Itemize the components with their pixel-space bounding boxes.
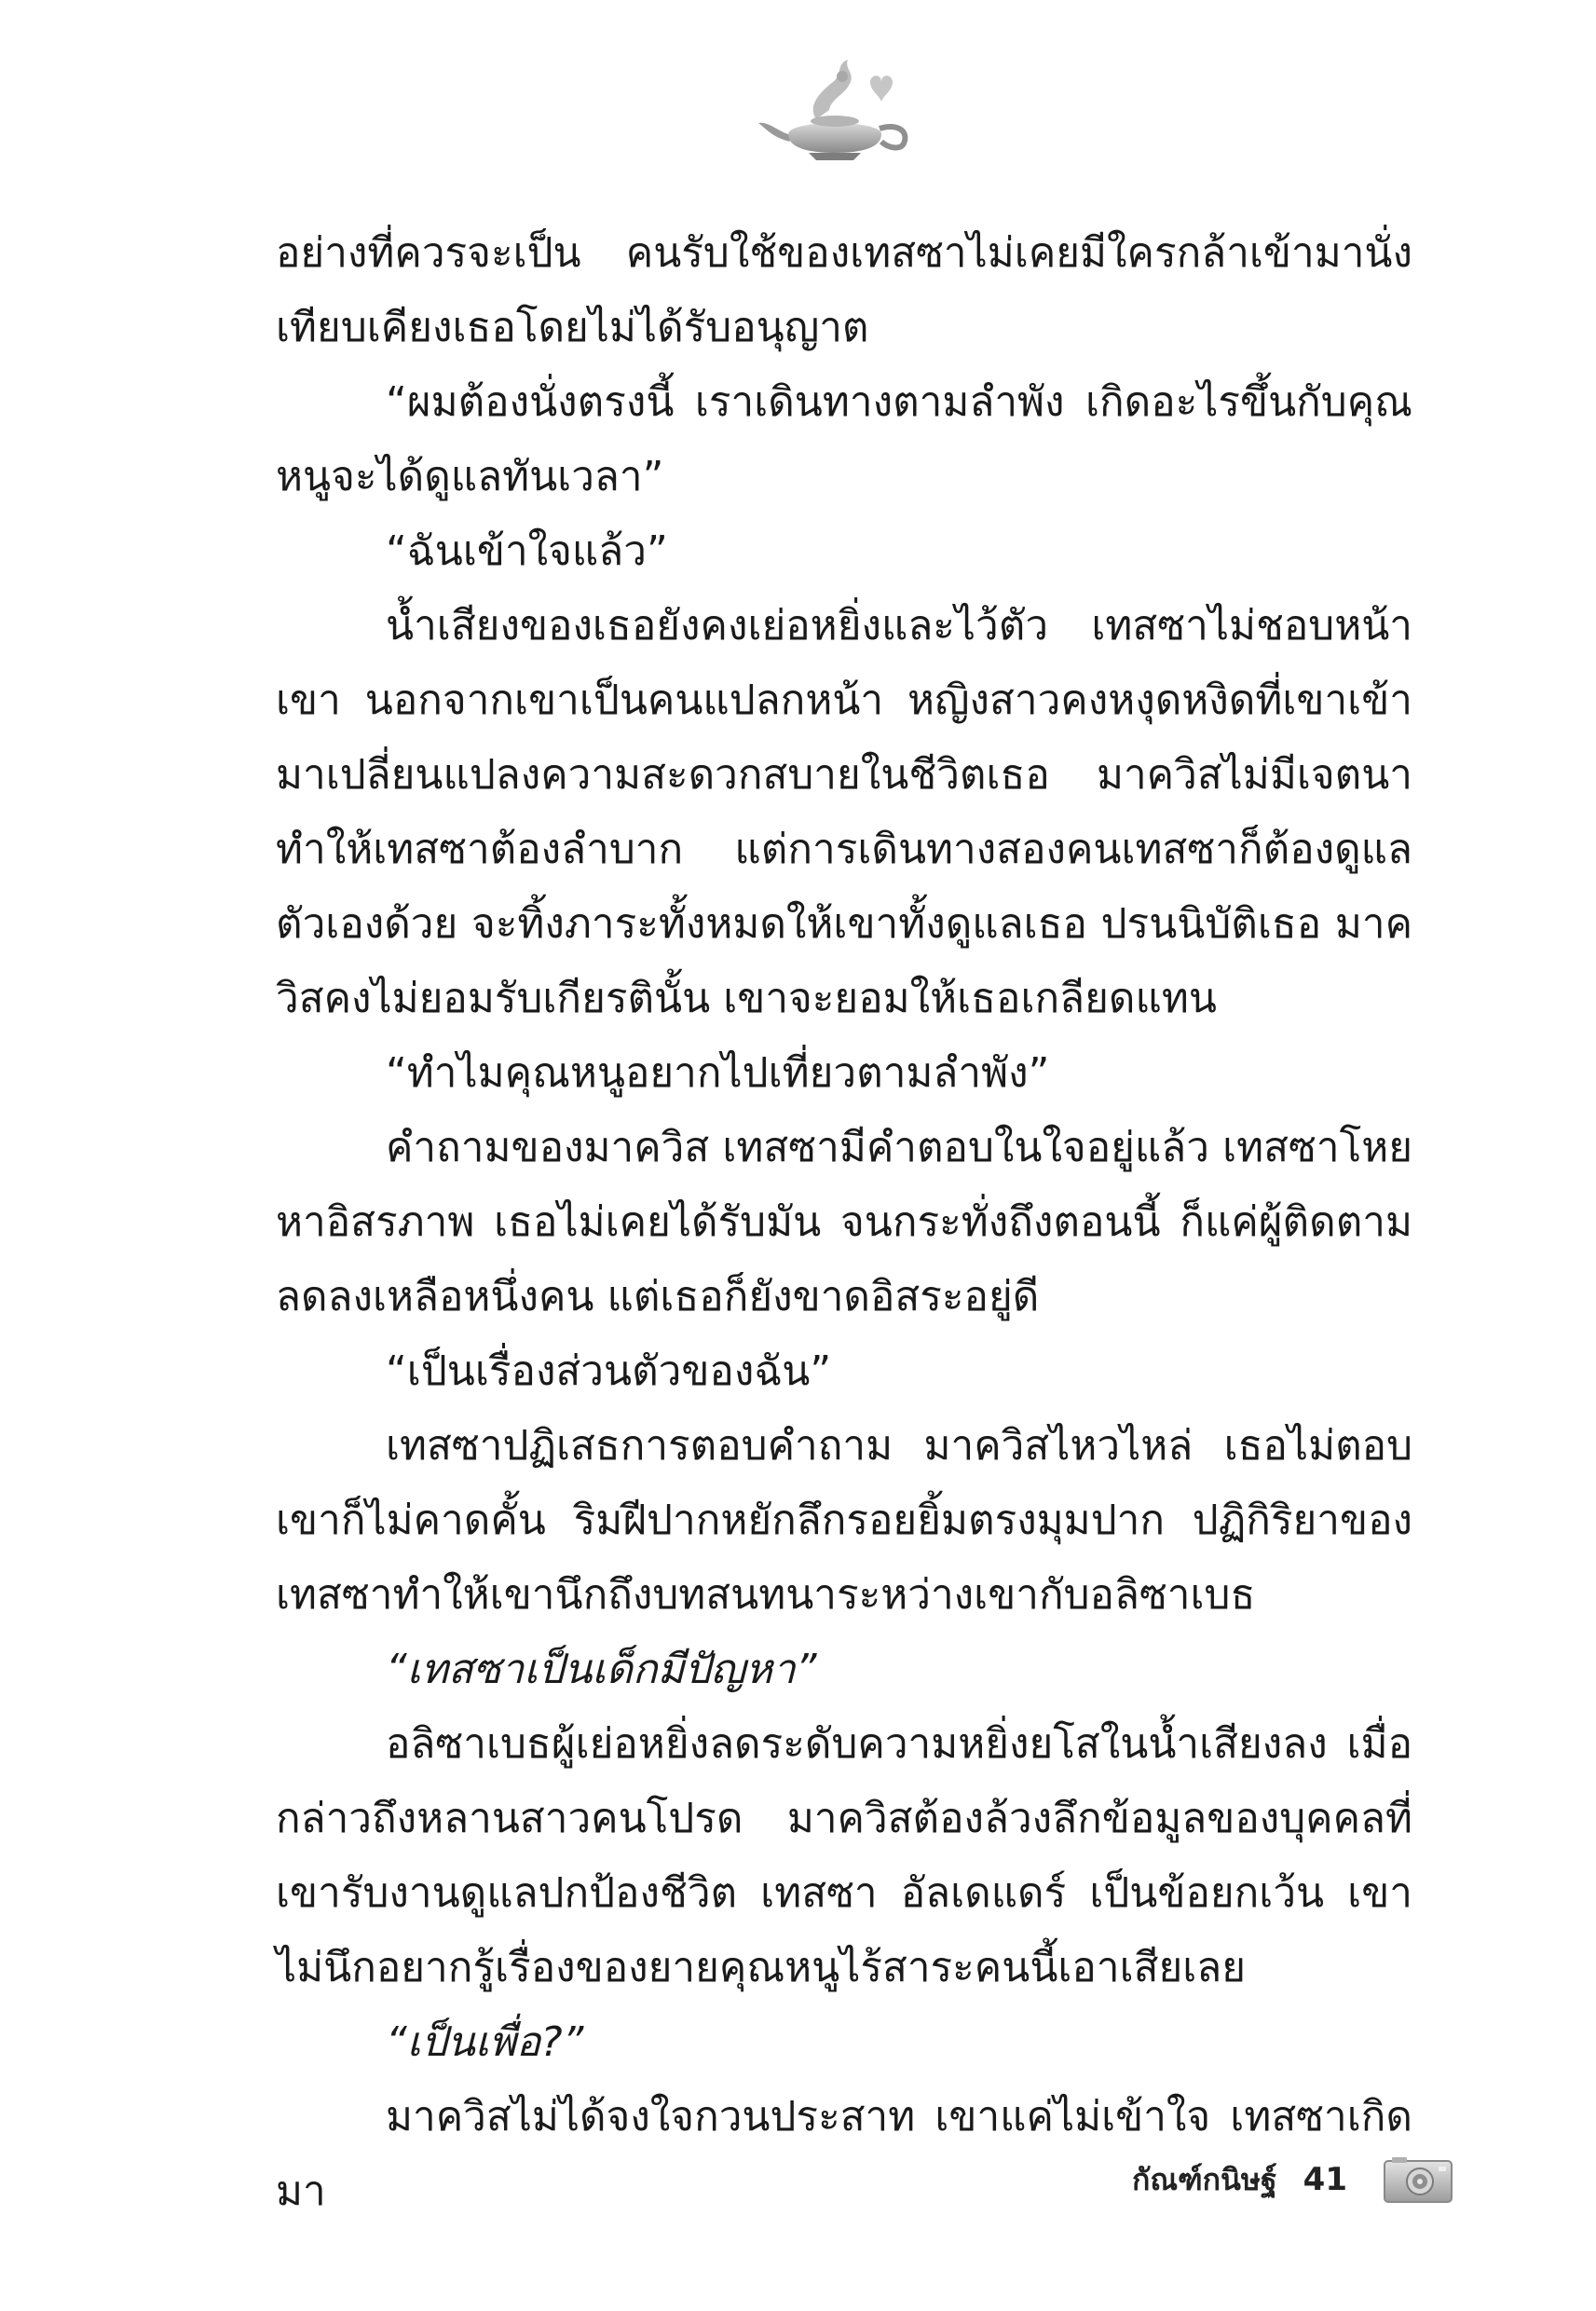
paragraph: เทสซาปฏิเสธการตอบคำถาม มาควิสไหวไหล่ เธอไม่ตอบเขาก็ไม่คาดคั้น ริมฝีปากหยักลึกรอยยิ้มตรงมุมปาก ปฏิกิริยาของเทสซาทำให้เขานึกถึงบทสนทนาระหว่างเขากับอลิซาเบธ [276, 1422, 1412, 1619]
paragraph: “เป็นเพื่อ?” [386, 2018, 584, 2066]
paragraph: อลิซาเบธผู้เย่อหยิ่งลดระดับความหยิ่งยโสในน้ำเสียงลง เมื่อกล่าวถึงหลานสาวคนโปรด มาควิสต้องล้วงลึกข้อมูลของบุคคลที่เขารับงานดูแลปกป้องชีวิต เทสซา อัลเดแดร์ เป็นข้อยกเว้น เขาไม่นึกอยากรู้เรื่องของยายคุณหนูไร้สาระคนนี้เอาเสียเลย [276, 1720, 1412, 1991]
author-name: กัณฑ์กนิษฐ์ [1132, 2161, 1277, 2197]
paragraph: คำถามของมาควิส เทสซามีคำตอบในใจอยู่แล้ว เทสซาโหยหาอิสรภาพ เธอไม่เคยได้รับมัน จนกระทั่งถึงตอนนี้ ก็แค่ผู้ติดตามลดลงเหลือหนึ่งคน แต่เธอก็ยังขาดอิสระอยู่ดี [276, 1124, 1412, 1320]
genie-lamp-ornament-icon [751, 54, 919, 166]
body-text [276, 216, 1412, 2229]
page-number: 41 [1303, 2161, 1347, 2198]
paragraph: “ผมต้องนั่งตรงนี้ เราเดินทางตามลำพัง เกิดอะไรขึ้นกับคุณหนูจะได้ดูแลทันเวลา” [276, 378, 1412, 500]
page-footer [1025, 2147, 1453, 2212]
camera-icon [1383, 2155, 1453, 2204]
paragraph: “เทสซาเป็นเด็กมีปัญหา” [386, 1646, 817, 1693]
paragraph: “เป็นเรื่องส่วนตัวของฉัน” [386, 1347, 832, 1395]
paragraph: มาควิสไม่ได้จงใจกวนประสาท เขาแค่ไม่เข้าใจ เทสซาเกิดมา [276, 2093, 1412, 2215]
paragraph: “ทำไมคุณหนูอยากไปเที่ยวตามลำพัง” [386, 1049, 1050, 1097]
paragraph: น้ำเสียงของเธอยังคงเย่อหยิ่งและไว้ตัว เทสซาไม่ชอบหน้าเขา นอกจากเขาเป็นคนแปลกหน้า หญิงสาวคงหงุดหงิดที่เขาเข้ามาเปลี่ยนแปลงความสะดวกสบายในชีวิตเธอ มาควิสไม่มีเจตนาทำให้เทสซาต้องลำบาก แต่การเดินทางสองคนเทสซาก็ต้องดูแลตัวเองด้วย จะทิ้งภาระทั้งหมดให้เขาทั้งดูแลเธอ ปรนนิบัติเธอ มาควิสคงไม่ยอมรับเกียรตินั้น เขาจะยอมให้เธอเกลียดแทน [276, 602, 1412, 1022]
paragraph: อย่างที่ควรจะเป็น คนรับใช้ของเทสซาไม่เคยมีใครกล้าเข้ามานั่งเทียบเคียงเธอโดยไม่ได้รับอนุญาต [276, 229, 1412, 351]
paragraph: “ฉันเข้าใจแล้ว” [386, 527, 668, 575]
